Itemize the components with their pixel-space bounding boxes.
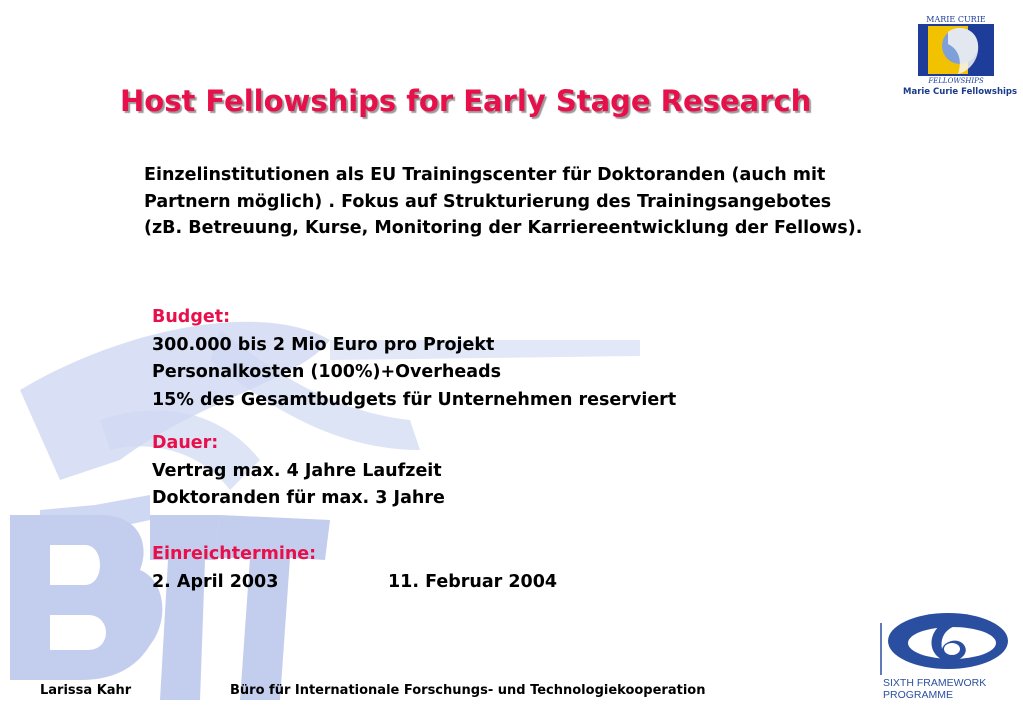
intro-paragraph: Einzelinstitutionen als EU Trainingscenter für Doktoranden (auch mit Partnern möglich) . Fokus auf Strukturierung des Trainingsangebotes (zB. Betreuung, Kurse, Monitoring der Karriereentwicklung der Fellows). [144,165,863,238]
fp6-logo [880,605,1010,675]
deadline-date: 2. April 2003 [152,571,279,592]
fp6-caption-line: PROGRAMME [883,689,954,701]
budget-line: 15% des Gesamtbudgets für Unternehmen reserviert [152,389,677,410]
intro-block [144,162,874,242]
dauer-line: Vertrag max. 4 Jahre Laufzeit [152,460,442,481]
budget-section [152,304,676,414]
budget-line: Personalkosten (100%)+Overheads [152,362,502,382]
deadline-dates [152,569,557,597]
footer-author: Larissa Kahr [40,683,132,698]
budget-line: 300.000 bis 2 Mio Euro pro Projekt [152,334,495,355]
fp6-caption-line: SIXTH FRAMEWORK [883,677,987,689]
einreichtermine-label: Einreichtermine: [152,544,317,564]
budget-label: Budget: [152,307,231,327]
dauer-line: Doktoranden für max. 3 Jahre [152,488,445,508]
page-title: Host Fellowships for Early Stage Research [120,84,812,118]
marie-curie-logo-bottom-text: FELLOWSHIPS [928,77,984,84]
footer-office: Büro für Internationale Forschungs- und Technologiekooperation [230,683,706,698]
fp6-caption [883,677,986,701]
einreichtermine-section [152,541,557,596]
deadline-date: 11. Februar 2004 [388,571,558,592]
dauer-section [152,430,445,513]
marie-curie-caption: Marie Curie Fellowships [903,87,1018,97]
marie-curie-logo-top-text: MARIE CURIE [926,15,986,24]
dauer-label: Dauer: [152,433,219,453]
marie-curie-logo [918,14,994,84]
